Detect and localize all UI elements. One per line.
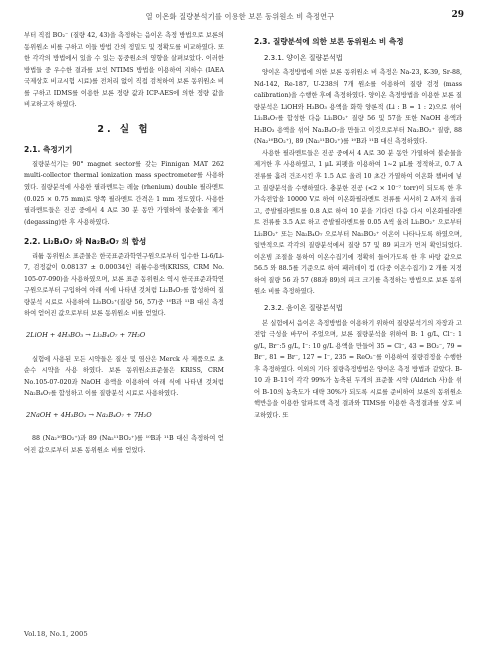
intro-paragraph: 부터 직접 BO₂⁻ (질량 42, 43)을 측정하는 음이온 측정 방법으로 보론의 동위원소 비를 구하고 이들 방법 간의 정밀도 및 정확도를 비교하였다. 또한 각각의 방법에서 있을 수 있는 동중원소의 영향을 살펴보았다. 이러한 방법들 중 우수한 결과를 보인 NTIMS 방법을 이용하여 지하수 (IAEA 국제상호 비교시험 시료)를 전처리 없이 직접 검척하여 보론 동위원소 비를 구하고 IDMS를 이용한 보론 정량 값과 ICP-AES에 의한 정량 값을 비교하고자 하였다. (24, 32, 224, 109)
right-column (254, 30, 462, 422)
subsection-heading-mass-spec: 2.3. 질량분석에 의한 보론 동위원소 비 측정 (254, 37, 404, 46)
equation-sodium: 2NaOH + 4H₃BO₃ → Na₂B₄O₇ + 7H₂O (26, 410, 152, 419)
left-column (24, 30, 224, 456)
equation-lithium: 2LiOH + 4H₃BO₃ → Li₂B₄O₇ + 7H₂O (26, 331, 146, 340)
subsubsection-heading-negative: 2.3.2. 음이온 질량분석법 (264, 304, 343, 313)
subsection-heading-instrument: 2.1. 측정기기 (24, 145, 73, 155)
subsubsection-heading-positive: 2.3.1. 양이온 질량분석법 (264, 53, 343, 62)
subsection-heading-synthesis: 2.2. Li₂B₄O₇ 와 Na₂B₄O₇ 의 합성 (24, 237, 147, 247)
sodium-measure-paragraph: 88 (Na₂¹⁰BO₂⁺)과 89 (Na₂¹¹BO₂⁺)를 ¹⁰B과 ¹¹B 대신 측정하여 얻어진 값으로부터 보론 동위원소 비를 얻었다. (24, 435, 224, 454)
positive-ion-paragraph: 양이온 측정방법에 의한 보론 동위원소 비 측정은 Na-23, K-39, Sr-88, Nd-142, Re-187, U-238의 7개 원소를 이용하여 질량 검정 (mass calibration)을 수행한 후에 측정하였다. 양이온 측정방법을 이용한 보론 질량분석은 LiOH와 H₃BO₃ 용액을 화학 양론적 (Li : B = 1 : 2)으로 섞어 Li₂B₄O₇를 합성한 다음 Li₂BO₂⁺ 질량 56 및 57을 또한 NaOH 용액과 H₃BO₃ 용액을 섞어 Na₂B₄O₇을 만들고 이것으로부터 Na₂BO₂⁺ 질량, 88 (Na₂¹⁰BO₂⁺), 89 (Na₂¹¹BO₂⁺)를 ¹⁰B과 ¹¹B 대신 측정하였다. (254, 69, 462, 146)
instrument-paragraph: 질량분석기는 90° magnet sector를 갖는 Finnigan MAT 262 multi-collector thermal ionization mass spectrometer를 사용하였다. 질량분석에 사용한 필라멘트는 레늄 (rhenium) double 필라멘트 (0.025 × 0.75 mm)로 양쪽 필라멘트 간격은 1 mm 정도였다. 사용한 필라멘트들은 진공 중에서 4 A로 30 분 동안 가열하여 불순물을 제거 (degassing)한 후 사용하였다. (24, 160, 224, 226)
section-heading-experiment: 2. 실 험 (97, 123, 151, 135)
filament-paragraph: 사용한 필라멘트들은 진공 중에서 4 A로 30 분 동안 가열하여 불순물을 제거한 후 사용하였고, 1 μL 피펫을 이용하여 1~2 μL를 정적하고, 0.7 A 전류를 흘려 건조시킨 후 1.5 A로 올려 10 초간 가열하여 이온화 챔버에 넣고 질량분석을 수행하였다. 충분한 진공 (<2 × 10⁻⁷ torr)이 되도록 한 후 가속전압을 10000 V로 하여 이온화필라멘트 전류를 서서히 2 A까지 올리고, 증발필라멘트를 0.8 A로 하여 10 분을 기다린 다음 다시 이온화필라멘트 전류를 3.5 A로 하고 증발필라멘트를 0.05 A씩 올려 Li₂BO₂⁺ 으로부터 Li₂BO₂⁺ 또는 Na₂B₄O₇ 으로부터 Na₂BO₂⁺ 이온이 나타나도록 하였으며, 일반적으로 각각의 질량분석에서 질량 57 및 89 피크가 먼저 확인되었다. 이온빔 조절을 통하여 이온수집기에 정확히 들어가도록 한 후 바탕 값으로 56.5 와 88.5를 기준으로 하여 패러데이 컵 (다중 이온수집기) 2 개를 지정하여 질량 56 과 57 (88과 89)의 피크 크기를 측정하는 방법으로 보론 동위원소 비를 측정하였다. (254, 149, 462, 296)
journal-footer: Vol.18, No.1, 2005 (24, 630, 88, 638)
negative-ion-paragraph: 본 실험에서 음이온 측정방법을 이용하기 위하여 질량분석기의 자장과 고전압 극성을 바꾸어 주었으며, 보론 질량분석을 위하여 B: 1 g/L, Cl⁻: 1 g/L, Br⁻:5 g/L, I⁻: 10 g/L 용액을 만들어 35 = Cl⁻, 43 = BO₂⁻, 79 = Br⁻, 81 = Br⁻, 127 = I⁻, 235 = ReO₂⁻를 이용하여 질량검정을 수행한 후 측정하였다. 이외의 기타 질량측정방법은 양이온 측정 방법과 같았다. B-10 과 B-11이 각각 99%가 농축된 두개의 표준물 시약 (Aldrich 사)을 섞어 B-10의 농축도가 대략 30%가 되도록 시료를 준비하여 보론의 동위원소 핵반응을 이용한 알파트랙 측정 결과와 TIMS를 이용한 측정결과를 상호 비교하였다. 또 (254, 319, 462, 419)
reagent-paragraph: 실험에 사용된 모든 시약들은 질산 및 염산은 Merck 사 제품으로 초 순수 시약을 사용 하였다. 보론 동위원소표준물은 KRISS, CRM No.105-07-020과 NaOH 용액을 이용하여 아래 식에 나타낸 것처럼 Na₂B₄O₇를 합성하고 이를 질량분석 시료로 사용하였다. (24, 355, 224, 398)
page-number: 29 (451, 10, 464, 20)
synthesis-paragraph: 리튬 동위원소 표준물은 한국표준과학연구원으로부터 입수한 Li-6/Li-7, 검정값이 0.08137 ± 0.00034인 리튬수용액(KRISS, CRM No. 105-07-090)을 사용하였으며, 보론 표준 동위원소 역시 한국표준과학연구원으로부터 구입하여 아래 식에 나타낸 것처럼 Li₂B₄O₇를 합성하여 질량분석 시료로 사용하여 Li₂BO₂⁺(질량 56, 57)중 ¹⁰B과 ¹¹B 대신 측정하여 얻어진 값으로부터 보론 동위원소 비를 얻었다. (24, 252, 224, 318)
running-title: 열 이온화 질량분석기를 이용한 보론 동위원소 비 측정연구 (145, 12, 335, 21)
